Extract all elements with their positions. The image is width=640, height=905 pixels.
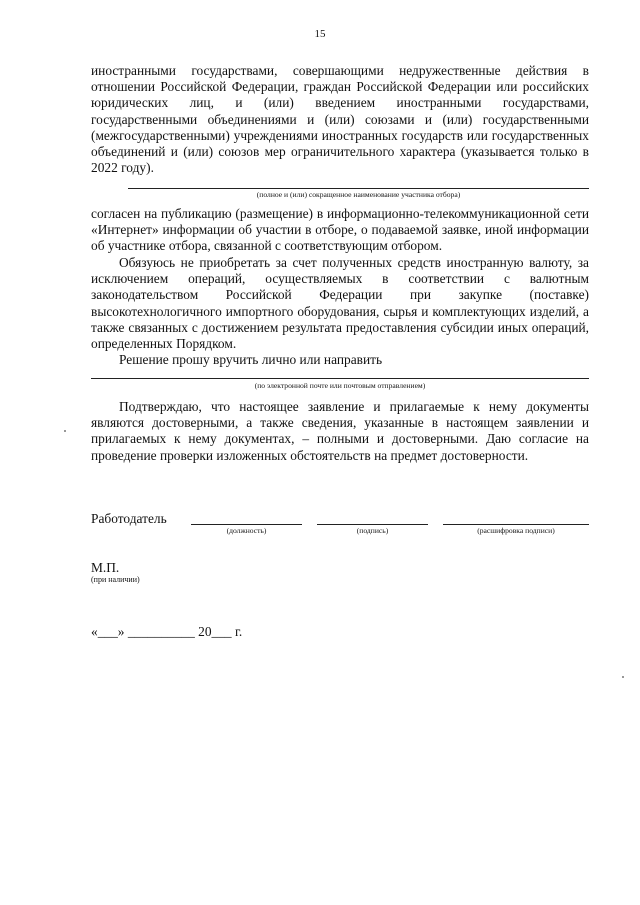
stamp-label: М.П.	[91, 560, 120, 575]
scan-speck	[64, 430, 66, 432]
page-number: 15	[314, 28, 326, 40]
paragraph-restrictions: иностранными государствами, совершающими недружественные действия в отношении Российской Федерации, граждан Российской Федерации или российских юридических лиц, и (или) введением иностранными государствами, государственными объединениями и (или) союзами и (или) государственными (межгосударственными) учреждениями иностранных государств или государственных объединений и (или) союзов мер ограничительного характера (указывается только в 2022 году).	[91, 63, 589, 176]
paragraph-currency-obligation: Обязуюсь не приобретать за счет полученных средств иностранную валюту, за исключением операций, осуществляемых в соответствии с валютным законодательством Российской Федерации при закупке (поставке) высокотехнологичного импортного оборудования, сырья и комплектующих изделий, а также связанных с достижением результата предоставления субсидии иных операций, определенных Порядком.	[91, 255, 589, 352]
position-line	[191, 524, 302, 525]
signature-decoding-caption: (расшифровка подписи)	[477, 526, 555, 535]
signature-line	[317, 524, 428, 525]
position-caption: (должность)	[226, 526, 267, 535]
participant-name-caption: (полное и (или) сокращенное наименование участника отбора)	[256, 190, 461, 199]
participant-name-line	[128, 188, 589, 189]
employer-label: Работодатель	[91, 511, 167, 526]
paragraph-publication-consent: согласен на публикацию (размещение) в информационно-телекоммуникационной сети «Интернет» информации об участии в отборе, о подаваемой заявке, иной информации об участнике отбора, связанной с соответствующим отбором.	[91, 206, 589, 254]
date-line: «___» __________ 20___ г.	[91, 624, 243, 639]
signature-caption: (подпись)	[356, 526, 389, 535]
delivery-method-line	[91, 378, 589, 379]
paragraph-delivery-request: Решение прошу вручить лично или направить	[119, 352, 383, 367]
delivery-method-caption: (по электронной почте или почтовым отправлением)	[254, 381, 426, 390]
scan-speck	[622, 676, 624, 678]
paragraph-confirmation: Подтверждаю, что настоящее заявление и прилагаемые к нему документы являются достоверными, а также сведения, указанные в настоящем заявлении и прилагаемых к нему документах, – полными и достоверными. Даю согласие на проведение проверки изложенных обстоятельств на предмет достоверности.	[91, 399, 589, 463]
stamp-note: (при наличии)	[91, 575, 140, 584]
signature-decoding-line	[443, 524, 589, 525]
